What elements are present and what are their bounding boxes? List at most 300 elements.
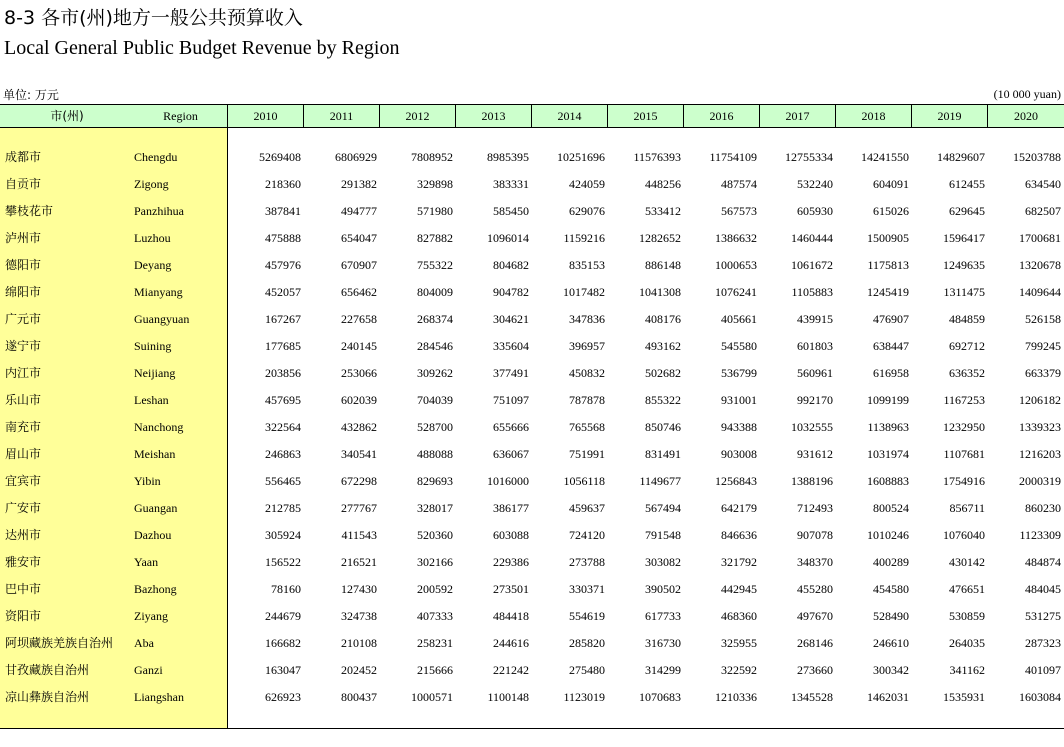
row-region-en: Aba [134,636,154,650]
value-cell: 1123019 [563,690,605,704]
value-cell: 1345528 [791,690,833,704]
row-region-en: Yaan [134,555,159,569]
value-cell: 1070683 [639,690,681,704]
value-cell: 322592 [721,663,757,677]
value-cell: 829693 [417,474,453,488]
value-cell: 656462 [341,285,377,299]
value-cell: 1100148 [487,690,529,704]
value-cell: 855322 [645,393,681,407]
value-cell: 903008 [721,447,757,461]
value-cell: 6806929 [335,150,377,164]
value-cell: 1099199 [867,393,909,407]
value-cell: 791548 [645,528,681,542]
value-cell: 1311475 [943,285,985,299]
value-cell: 629076 [569,204,605,218]
value-cell: 227658 [341,312,377,326]
value-cell: 309262 [417,366,453,380]
value-cell: 1096014 [487,231,529,245]
value-cell: 268374 [417,312,453,326]
table-row [0,144,1064,171]
row-city-cn: 广安市 [5,501,42,515]
value-cell: 163047 [265,663,301,677]
value-cell: 724120 [569,528,605,542]
value-cell: 1535931 [943,690,985,704]
value-cell: 401097 [1025,663,1061,677]
table-row [0,441,1064,468]
value-cell: 835153 [569,258,605,272]
value-cell: 300342 [873,663,909,677]
value-cell: 800524 [873,501,909,515]
value-cell: 314299 [645,663,681,677]
value-cell: 629645 [949,204,985,218]
header-year: 2015 [608,105,684,127]
header-year: 2018 [836,105,912,127]
value-cell: 304621 [493,312,529,326]
value-cell: 502682 [645,366,681,380]
value-cell: 316730 [645,636,681,650]
value-cell: 264035 [949,636,985,650]
row-region-en: Zigong [134,177,169,191]
value-cell: 1017482 [563,285,605,299]
value-cell: 827882 [417,231,453,245]
row-region-en: Liangshan [134,690,184,704]
value-cell: 526158 [1025,312,1061,326]
table-row [0,333,1064,360]
value-cell: 303082 [645,555,681,569]
value-cell: 1032555 [791,420,833,434]
value-cell: 452057 [265,285,301,299]
value-cell: 1700681 [1019,231,1061,245]
value-cell: 305924 [265,528,301,542]
value-cell: 432862 [341,420,377,434]
value-cell: 244679 [265,609,301,623]
value-cell: 528490 [873,609,909,623]
row-city-cn: 雅安市 [5,555,42,569]
value-cell: 291382 [341,177,377,191]
value-cell: 1386632 [715,231,757,245]
header-year: 2012 [380,105,456,127]
value-cell: 1388196 [791,474,833,488]
header-city: 市(州) [50,109,84,123]
value-cell: 275480 [569,663,605,677]
row-region-en: Meishan [134,447,176,461]
value-cell: 672298 [341,474,377,488]
value-cell: 221242 [493,663,529,677]
value-cell: 1010246 [867,528,909,542]
value-cell: 554619 [569,609,605,623]
value-cell: 1596417 [943,231,985,245]
value-cell: 751097 [493,393,529,407]
value-cell: 10251696 [557,150,605,164]
value-cell: 488088 [417,447,453,461]
table-row [0,630,1064,657]
row-city-cn: 资阳市 [5,609,42,623]
value-cell: 328017 [417,501,453,515]
value-cell: 1608883 [867,474,909,488]
value-cell: 273501 [493,582,529,596]
value-cell: 799245 [1025,339,1061,353]
table-row [0,576,1064,603]
value-cell: 78160 [271,582,301,596]
value-cell: 246863 [265,447,301,461]
value-cell: 1000653 [715,258,757,272]
value-cell: 601803 [797,339,833,353]
value-cell: 850746 [645,420,681,434]
value-cell: 377491 [493,366,529,380]
value-cell: 325955 [721,636,757,650]
value-cell: 493162 [645,339,681,353]
value-cell: 7808952 [411,150,453,164]
value-cell: 494777 [341,204,377,218]
value-cell: 302166 [417,555,453,569]
value-cell: 604091 [873,177,909,191]
value-cell: 571980 [417,204,453,218]
value-cell: 712493 [797,501,833,515]
value-cell: 670907 [341,258,377,272]
row-city-cn: 自贡市 [5,177,42,191]
value-cell: 634540 [1025,177,1061,191]
value-cell: 1107681 [943,447,985,461]
value-cell: 636067 [493,447,529,461]
value-cell: 15203788 [1013,150,1061,164]
value-cell: 532240 [797,177,833,191]
value-cell: 528700 [417,420,453,434]
value-cell: 1061672 [791,258,833,272]
value-cell: 253066 [341,366,377,380]
table-row [0,306,1064,333]
value-cell: 383331 [493,177,529,191]
value-cell: 386177 [493,501,529,515]
value-cell: 400289 [873,555,909,569]
row-region-en: Nanchong [134,420,184,434]
value-cell: 11754109 [709,150,757,164]
row-city-cn: 泸州市 [5,231,42,245]
value-cell: 329898 [417,177,453,191]
row-region-en: Deyang [134,258,172,272]
value-cell: 285820 [569,636,605,650]
value-cell: 567494 [645,501,681,515]
value-cell: 166682 [265,636,301,650]
header-region: Region [134,105,228,127]
value-cell: 240145 [341,339,377,353]
header-year: 2014 [532,105,608,127]
value-cell: 341162 [949,663,985,677]
value-cell: 215666 [417,663,453,677]
value-cell: 1754916 [943,474,985,488]
value-cell: 605930 [797,204,833,218]
value-cell: 5269408 [259,150,301,164]
table-row [0,522,1064,549]
row-city-cn: 内江市 [5,366,42,380]
row-city-cn: 攀枝花市 [5,204,54,218]
value-cell: 14829607 [937,150,985,164]
value-cell: 457976 [265,258,301,272]
value-cell: 396957 [569,339,605,353]
value-cell: 556465 [265,474,301,488]
value-cell: 1603084 [1019,690,1061,704]
value-cell: 1210336 [715,690,757,704]
value-cell: 1041308 [639,285,681,299]
value-cell: 1076241 [715,285,757,299]
value-cell: 907078 [797,528,833,542]
table-row [0,360,1064,387]
value-cell: 468360 [721,609,757,623]
row-city-cn: 达州市 [5,528,42,542]
value-cell: 484874 [1025,555,1061,569]
value-cell: 804009 [417,285,453,299]
value-cell: 268146 [797,636,833,650]
table-row [0,225,1064,252]
value-cell: 258231 [417,636,453,650]
value-cell: 8985395 [487,150,529,164]
value-cell: 484859 [949,312,985,326]
value-cell: 787878 [569,393,605,407]
value-cell: 1339323 [1019,420,1061,434]
row-region-en: Ziyang [134,609,168,623]
value-cell: 626923 [265,690,301,704]
row-city-cn: 巴中市 [5,582,42,596]
table-row [0,198,1064,225]
row-region-en: Ganzi [134,663,163,677]
value-cell: 531275 [1025,609,1061,623]
value-cell: 244616 [493,636,529,650]
value-cell: 1138963 [867,420,909,434]
value-cell: 484045 [1025,582,1061,596]
value-cell: 704039 [417,393,453,407]
value-cell: 567573 [721,204,757,218]
value-cell: 931001 [721,393,757,407]
value-cell: 615026 [873,204,909,218]
value-cell: 476907 [873,312,909,326]
value-cell: 856711 [949,501,985,515]
row-city-cn: 凉山彝族自治州 [5,690,90,704]
value-cell: 765568 [569,420,605,434]
value-cell: 1245419 [867,285,909,299]
row-region-en: Guangyuan [134,312,190,326]
header-year: 2020 [1014,109,1038,123]
row-city-cn: 德阳市 [5,258,42,272]
value-cell: 216521 [341,555,377,569]
value-cell: 218360 [265,177,301,191]
value-cell: 536799 [721,366,757,380]
value-cell: 14241550 [861,150,909,164]
value-cell: 177685 [265,339,301,353]
value-cell: 585450 [493,204,529,218]
value-cell: 454580 [873,582,909,596]
row-city-cn: 眉山市 [5,447,42,461]
value-cell: 1016000 [487,474,529,488]
row-region-en: Panzhihua [134,204,184,218]
value-cell: 1216203 [1019,447,1061,461]
value-cell: 210108 [341,636,377,650]
value-cell: 408176 [645,312,681,326]
value-cell: 931612 [797,447,833,461]
row-city-cn: 乐山市 [5,393,42,407]
value-cell: 455280 [797,582,833,596]
table-row [0,603,1064,630]
value-cell: 1076040 [943,528,985,542]
value-cell: 322564 [265,420,301,434]
table-row [0,495,1064,522]
row-region-en: Mianyang [134,285,183,299]
value-cell: 203856 [265,366,301,380]
value-cell: 638447 [873,339,909,353]
header-year: 2010 [228,105,304,127]
value-cell: 904782 [493,285,529,299]
page-title-cn: 8-3 各市(州)地方一般公共预算收入 [4,7,303,29]
row-city-cn: 遂宁市 [5,339,42,353]
header-year: 2017 [760,105,836,127]
value-cell: 1149677 [639,474,681,488]
value-cell: 860230 [1025,501,1061,515]
row-city-cn: 阿坝藏族羌族自治州 [5,636,114,650]
value-cell: 430142 [949,555,985,569]
value-cell: 324738 [341,609,377,623]
value-cell: 202452 [341,663,377,677]
value-cell: 751991 [569,447,605,461]
value-cell: 387841 [265,204,301,218]
value-cell: 459637 [569,501,605,515]
value-cell: 655666 [493,420,529,434]
row-region-en: Neijiang [134,366,176,380]
value-cell: 330371 [569,582,605,596]
header-year: 2016 [684,105,760,127]
header-year: 2019 [912,105,988,127]
row-region-en: Yibin [134,474,161,488]
row-city-cn: 南充市 [5,420,42,434]
row-region-en: Bazhong [134,582,177,596]
value-cell: 321792 [721,555,757,569]
value-cell: 545580 [721,339,757,353]
value-cell: 755322 [417,258,453,272]
row-region-en: Chengdu [134,150,178,164]
row-region-en: Dazhou [134,528,172,542]
row-city-cn: 甘孜藏族自治州 [5,663,90,677]
row-city-cn: 成都市 [5,150,42,164]
value-cell: 287323 [1025,636,1061,650]
value-cell: 1462031 [867,690,909,704]
value-cell: 1232950 [943,420,985,434]
value-cell: 11576393 [633,150,681,164]
value-cell: 612455 [949,177,985,191]
table-row [0,414,1064,441]
page-title-en: Local General Public Budget Revenue by Region [4,37,400,59]
value-cell: 804682 [493,258,529,272]
value-cell: 340541 [341,447,377,461]
value-cell: 348370 [797,555,833,569]
value-cell: 846636 [721,528,757,542]
row-region-en: Suining [134,339,172,353]
value-cell: 1159216 [563,231,605,245]
value-cell: 992170 [797,393,833,407]
value-cell: 335604 [493,339,529,353]
value-cell: 273660 [797,663,833,677]
value-cell: 1105883 [791,285,833,299]
value-cell: 692712 [949,339,985,353]
value-cell: 1282652 [639,231,681,245]
value-cell: 642179 [721,501,757,515]
value-cell: 442945 [721,582,757,596]
row-region-en: Luzhou [134,231,171,245]
value-cell: 246610 [873,636,909,650]
value-cell: 800437 [341,690,377,704]
value-cell: 284546 [417,339,453,353]
row-city-cn: 绵阳市 [5,285,42,299]
value-cell: 405661 [721,312,757,326]
value-cell: 636352 [949,366,985,380]
value-cell: 475888 [265,231,301,245]
table-row [0,549,1064,576]
row-region-en: Guangan [134,501,178,515]
value-cell: 476651 [949,582,985,596]
value-cell: 167267 [265,312,301,326]
value-cell: 2000319 [1019,474,1061,488]
table-header [0,104,1064,128]
unit-label-cn: 单位: 万元 [3,88,59,102]
value-cell: 439915 [797,312,833,326]
value-cell: 487574 [721,177,757,191]
value-cell: 886148 [645,258,681,272]
value-cell: 1320678 [1019,258,1061,272]
value-cell: 1000571 [411,690,453,704]
value-cell: 1056118 [563,474,605,488]
value-cell: 1175813 [867,258,909,272]
value-cell: 448256 [645,177,681,191]
table-row [0,657,1064,684]
value-cell: 654047 [341,231,377,245]
value-cell: 1460444 [791,231,833,245]
value-cell: 530859 [949,609,985,623]
value-cell: 602039 [341,393,377,407]
row-city-cn: 广元市 [5,312,42,326]
value-cell: 1123309 [1019,528,1061,542]
value-cell: 484418 [493,609,529,623]
value-cell: 12755334 [785,150,833,164]
value-cell: 1031974 [867,447,909,461]
value-cell: 663379 [1025,366,1061,380]
table-row [0,684,1064,711]
value-cell: 273788 [569,555,605,569]
table-row [0,468,1064,495]
value-cell: 497670 [797,609,833,623]
value-cell: 156522 [265,555,301,569]
table-row [0,171,1064,198]
value-cell: 1206182 [1019,393,1061,407]
value-cell: 212785 [265,501,301,515]
value-cell: 450832 [569,366,605,380]
value-cell: 200592 [417,582,453,596]
value-cell: 1409644 [1019,285,1061,299]
value-cell: 682507 [1025,204,1061,218]
value-cell: 616958 [873,366,909,380]
value-cell: 277767 [341,501,377,515]
value-cell: 229386 [493,555,529,569]
row-city-cn: 宜宾市 [5,474,42,488]
table-row [0,279,1064,306]
value-cell: 603088 [493,528,529,542]
value-cell: 533412 [645,204,681,218]
value-cell: 617733 [645,609,681,623]
value-cell: 1167253 [943,393,985,407]
table-row [0,387,1064,414]
header-year: 2011 [304,105,380,127]
value-cell: 1249635 [943,258,985,272]
value-cell: 347836 [569,312,605,326]
value-cell: 407333 [417,609,453,623]
value-cell: 831491 [645,447,681,461]
value-cell: 520360 [417,528,453,542]
value-cell: 560961 [797,366,833,380]
